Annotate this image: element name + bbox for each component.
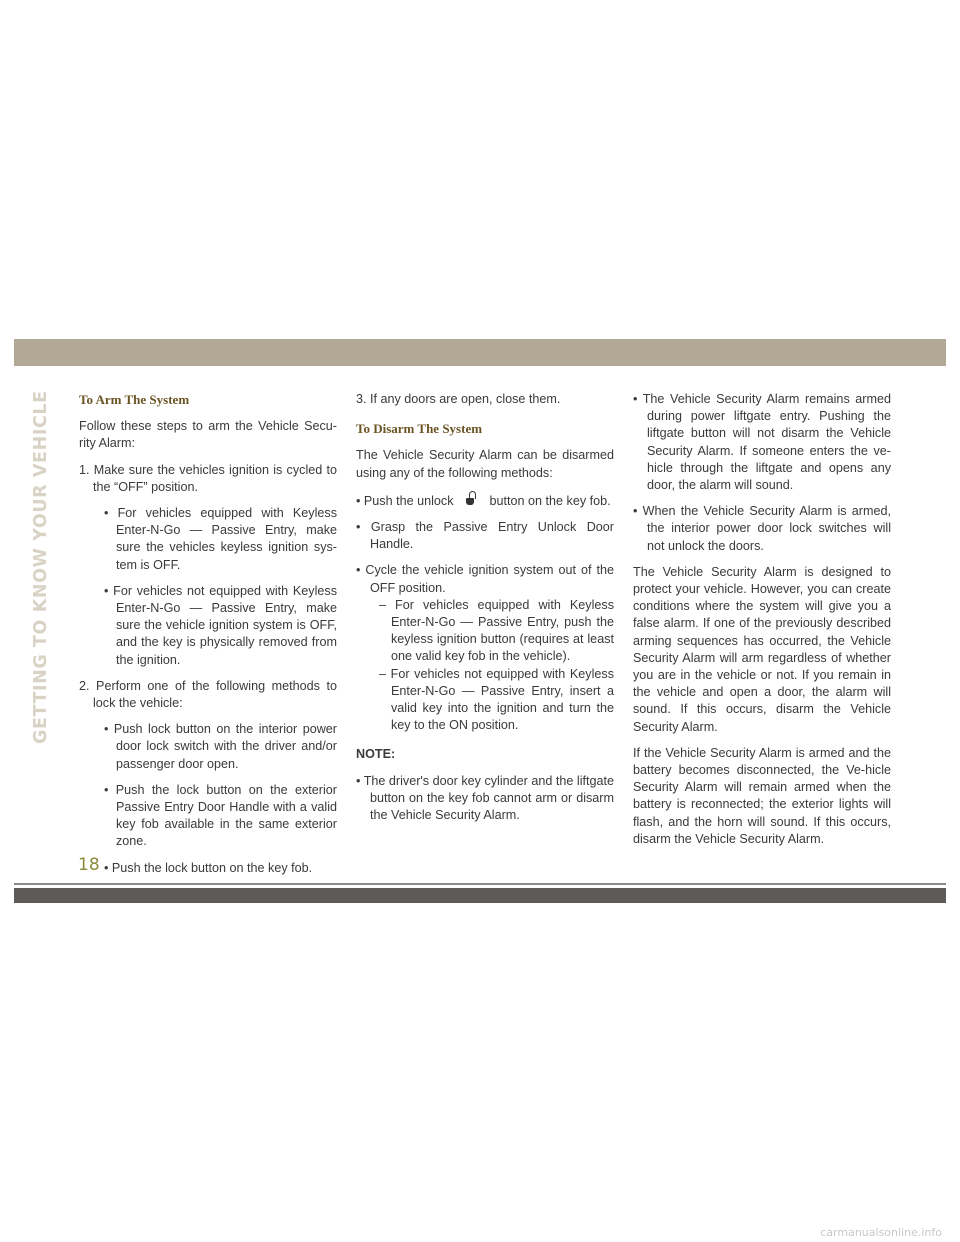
arm-step-2-bullet-fob: • Push the lock button on the key fob. — [104, 860, 313, 875]
watermark: carmanualsonline.info — [820, 1226, 942, 1239]
battery-paragraph: If the Vehicle Security Alarm is armed and the battery becomes disconnected, the Ve-hicle Security Alarm will remain armed when the battery is reconnected; the exterior lights will flash, and the horn will sound. If this occurs, disarm the Vehicle Security Alarm. — [633, 745, 891, 846]
disarm-unlock-post: button on the key fob. — [489, 493, 611, 508]
door-lock-bullet: • When the Vehicle Security Alarm is armed, the interior power door lock switches will not unlock the doors. — [633, 504, 891, 553]
disarm-bullet-ignition: • Cycle the vehicle ignition system out of the OFF position. — [356, 563, 614, 595]
arm-step-2-bullet-exterior: • Push the lock button on the exterior Passive Entry Door Handle with a valid key fob available in the same exterior zone. — [104, 782, 337, 849]
arm-system-heading: To Arm The System — [79, 392, 190, 407]
liftgate-bullet: • The Vehicle Security Alarm remains armed during power liftgate entry. Pushing the liftgate button will not disarm the Vehicle Security Alarm. If someone enters the ve-hicle through the liftgate and opens any door, the alarm will sound. — [633, 392, 891, 493]
footer-bar — [14, 888, 946, 903]
arm-step-2-bullet-interior: • Push lock button on the interior power door lock switch with the driver and/or passenger door open. — [104, 722, 337, 771]
unlock-icon — [466, 491, 476, 507]
footer-rule — [14, 883, 946, 885]
arm-step-1-bullet-keyless: • For vehicles equipped with Keyless Enter-N-Go — Passive Entry, make sure the vehicles keyless ignition sys-tem is OFF. — [104, 506, 337, 572]
arm-step-2: 2. Perform one of the following methods to lock the vehicle: — [79, 678, 337, 711]
column-3 — [633, 391, 891, 857]
note-label: NOTE: — [356, 747, 396, 762]
header-band — [14, 339, 946, 366]
disarm-system-heading: To Disarm The System — [356, 421, 483, 437]
false-alarm-paragraph: The Vehicle Security Alarm is designed to protect your vehicle. However, you can create conditions where the system will give you a false alarm. If one of the previously described arming sequences has occurred, the Vehicle Security Alarm will arm regardless of whether you are in the vehicle or not. If you remain in the vehicle and open a door, the alarm will sound. If this occurs, disarm the Vehicle Security Alarm. — [633, 564, 891, 734]
arm-intro: Follow these steps to arm the Vehicle Secu-rity Alarm: — [79, 419, 337, 451]
disarm-bullet-handle: • Grasp the Passive Entry Unlock Door Handle. — [356, 520, 614, 552]
column-2 — [356, 391, 614, 833]
disarm-unlock-pre: • Push the unlock — [356, 493, 454, 508]
disarm-intro: The Vehicle Security Alarm can be disarmed using any of the following methods: — [356, 448, 614, 480]
arm-step-1: 1. Make sure the vehicles ignition is cycled to the “OFF” position. — [79, 462, 337, 494]
arm-step-1-bullet-non-keyless: • For vehicles not equipped with Keyless Enter-N-Go — Passive Entry, make sure the vehicle ignition system is OFF, and the key is physically removed from the ignition. — [104, 583, 337, 667]
column-1 — [79, 391, 337, 886]
disarm-sub-keyless: – For vehicles equipped with Keyless Enter-N-Go — Passive Entry, push the keyless ignition button (requires at least one valid key fob in the vehicle). — [379, 597, 614, 664]
section-side-label: GETTING TO KNOW YOUR VEHICLE — [31, 390, 51, 744]
disarm-sub-non-keyless: – For vehicles not equipped with Keyless Enter-N-Go — Passive Entry, insert a valid key into the ignition and turn the key to the ON position. — [379, 666, 614, 733]
arm-step-3: 3. If any doors are open, close them. — [356, 392, 561, 406]
note-bullet: • The driver's door key cylinder and the liftgate button on the key fob cannot arm or disarm the Vehicle Security Alarm. — [356, 773, 614, 823]
disarm-bullet-unlock — [356, 491, 614, 510]
page-number: 18 — [78, 855, 100, 875]
